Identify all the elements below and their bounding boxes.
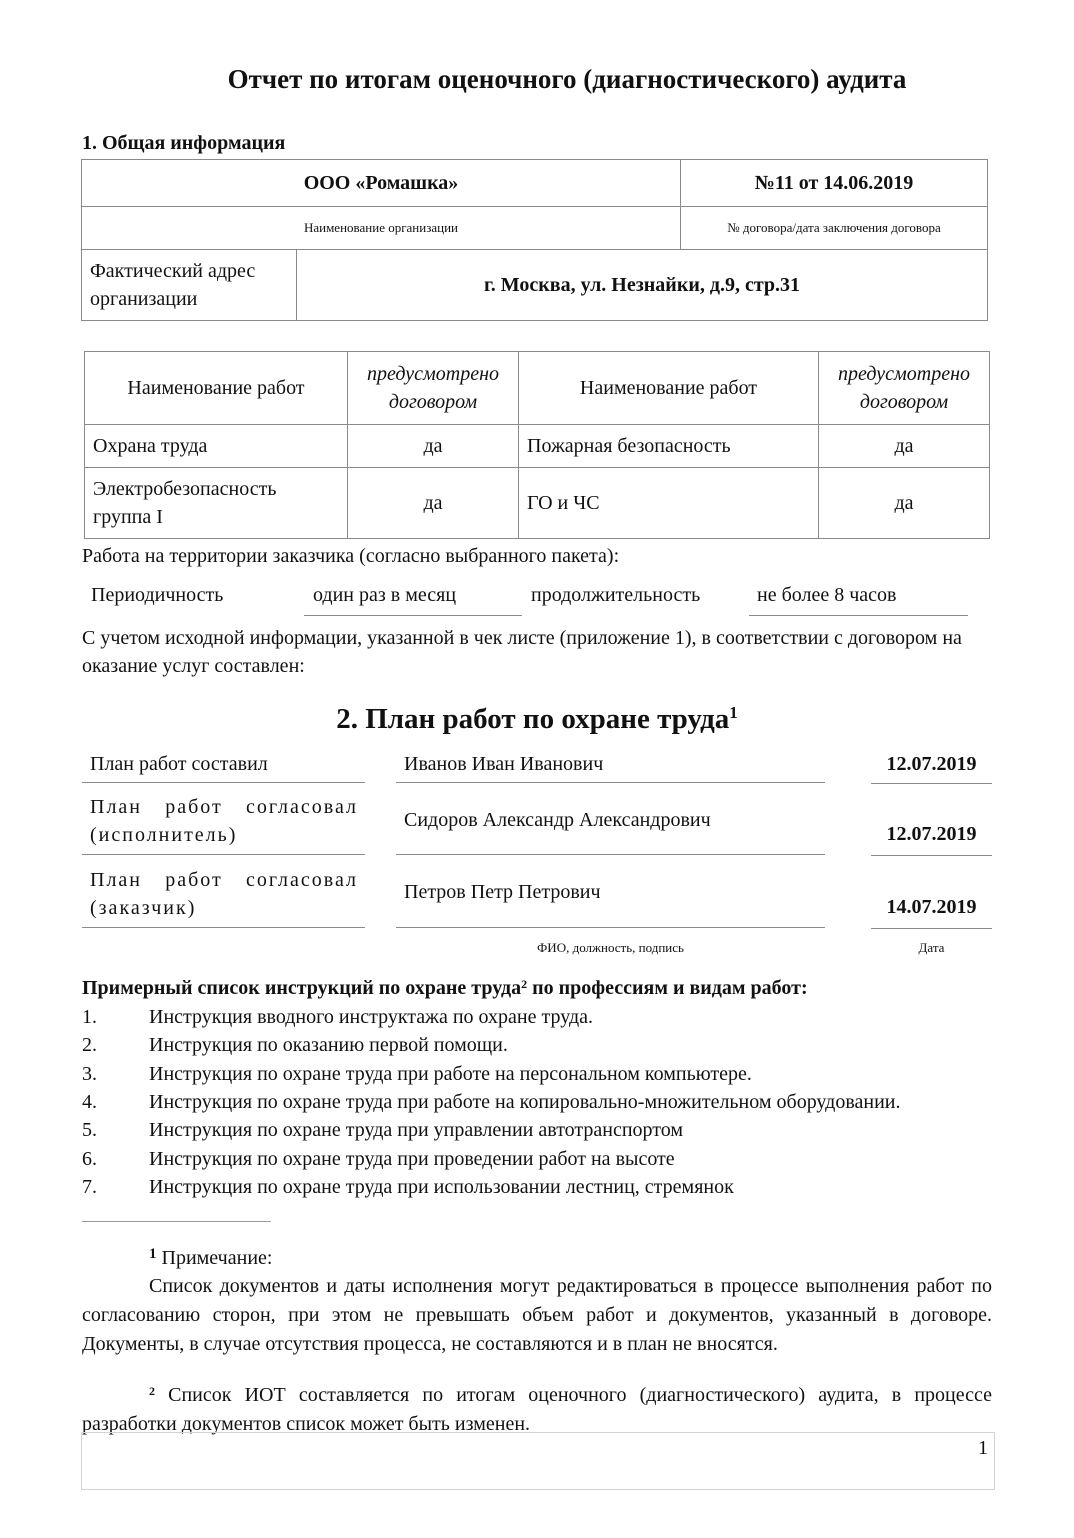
signoff-date: 12.07.2019: [871, 820, 992, 856]
list-item: [82, 1148, 675, 1171]
list-number: 3.: [82, 1063, 97, 1085]
list-number: 2.: [82, 1034, 97, 1056]
list-item: [82, 1063, 752, 1086]
works-header-contract-2: предусмотрено договором: [819, 352, 990, 425]
list-text: Инструкция вводного инструктажа по охране труда.: [149, 1006, 594, 1028]
list-text: Инструкция по охране труда при управлении автотранспортом: [149, 1119, 684, 1141]
onsite-work-intro: Работа на территории заказчика (согласно выбранного пакета):: [82, 545, 620, 567]
date-caption: Дата: [918, 940, 945, 955]
list-item: [82, 1176, 734, 1199]
signoff-role: План работ составил: [82, 750, 365, 783]
duration-value: не более 8 часов: [749, 584, 968, 616]
section1-heading: 1. Общая информация: [82, 132, 286, 154]
table-row: [85, 468, 990, 539]
signoff-role: План работ согласовал (исполнитель): [82, 793, 365, 855]
works-cell: да: [348, 425, 519, 468]
signoff-person: Иванов Иван Иванович: [396, 750, 825, 783]
works-header-contract-1: предусмотрено договором: [348, 352, 519, 425]
address-value: г. Москва, ул. Незнайки, д.9, стр.31: [297, 250, 988, 321]
list-number: 7.: [82, 1176, 97, 1198]
signoff-date: 14.07.2019: [871, 893, 992, 929]
list-text: Инструкция по охране труда при проведении работ на высоте: [149, 1148, 675, 1170]
instructions-heading-text-end: по профессиям и видам работ:: [527, 977, 808, 999]
signoff-date: 12.07.2019: [871, 750, 992, 784]
footnote-2-marker: 2: [149, 1384, 155, 1398]
address-label: Фактический адрес организации: [82, 250, 297, 321]
instructions-heading: [82, 977, 808, 1000]
document-title: Отчет по итогам оценочного (диагностического) аудита: [227, 64, 907, 94]
works-cell: Охрана труда: [85, 425, 348, 468]
footnote-1-title-text: Примечание:: [156, 1247, 273, 1269]
list-text: Инструкция по охране труда при работе на персональном компьютере.: [149, 1063, 752, 1085]
works-cell: да: [819, 425, 990, 468]
footnote-1-title: [82, 1240, 992, 1273]
footnote-ref-1[interactable]: 1: [729, 703, 738, 722]
page-number: 1: [978, 1437, 988, 1459]
periodicity-value: один раз в месяц: [304, 584, 522, 616]
instructions-heading-text: Примерный список инструкций по охране труда: [82, 977, 522, 999]
duration-label: продолжительность: [531, 584, 701, 606]
works-cell: да: [348, 468, 519, 539]
person-caption: ФИО, должность, подпись: [537, 940, 684, 955]
list-item: [82, 1006, 593, 1029]
section2-heading: [0, 703, 1074, 736]
footnote-2-text: Список ИОТ составляется по итогам оценочного (диагностического) аудита, в процессе разработки документов список может быть изменен.: [82, 1384, 992, 1435]
works-header-name-2: Наименование работ: [519, 352, 819, 425]
footnote-separator: [82, 1221, 271, 1222]
page-footer: [81, 1432, 995, 1490]
signoff-role: План работ согласовал (заказчик): [82, 866, 365, 928]
works-table: [84, 351, 990, 539]
footnote-ref-2[interactable]: 2: [521, 977, 528, 991]
works-header-name-1: Наименование работ: [85, 352, 348, 425]
org-name-caption: Наименование организации: [82, 207, 681, 250]
list-text: Инструкция по охране труда при работе на копировально-множительном оборудовании.: [149, 1091, 901, 1113]
contract-number: №11 от 14.06.2019: [681, 160, 988, 207]
general-info-table: [81, 159, 988, 321]
list-item: [82, 1034, 508, 1057]
footnote-1-marker: 1: [149, 1246, 157, 1262]
list-text: Инструкция по охране труда при использовании лестниц, стремянок: [149, 1176, 734, 1198]
contract-caption: № договора/дата заключения договора: [681, 207, 988, 250]
works-cell: да: [819, 468, 990, 539]
list-number: 4.: [82, 1091, 97, 1113]
works-cell: Электробезопасность группа I: [85, 468, 348, 539]
works-cell: ГО и ЧС: [519, 468, 819, 539]
list-item: [82, 1091, 901, 1114]
footnote-2: [82, 1377, 992, 1439]
list-text: Инструкция по оказанию первой помощи.: [149, 1034, 508, 1056]
periodicity-label: Периодичность: [91, 584, 224, 606]
signoff-person: Сидоров Александр Александрович: [396, 806, 825, 855]
works-cell: Пожарная безопасность: [519, 425, 819, 468]
list-number: 1.: [82, 1006, 97, 1028]
list-item: [82, 1119, 683, 1142]
section2-heading-text: 2. План работ по охране труда: [336, 703, 730, 735]
list-number: 6.: [82, 1148, 97, 1170]
compiled-note: С учетом исходной информации, указанной в чек листе (приложение 1), в соответствии с договором на оказание услуг составлен:: [82, 627, 962, 677]
org-name: ООО «Ромашка»: [82, 160, 681, 207]
table-row: [85, 425, 990, 468]
list-number: 5.: [82, 1119, 97, 1141]
footnote-1-text: Список документов и даты исполнения могут редактироваться в процессе выполнения работ по согласованию сторон, при этом не превышать объем работ и документов, указанный в договоре. Документы, в случае отсутствия процесса, не составляются и в план не вносятся.: [82, 1275, 992, 1355]
signoff-person: Петров Петр Петрович: [396, 878, 825, 928]
